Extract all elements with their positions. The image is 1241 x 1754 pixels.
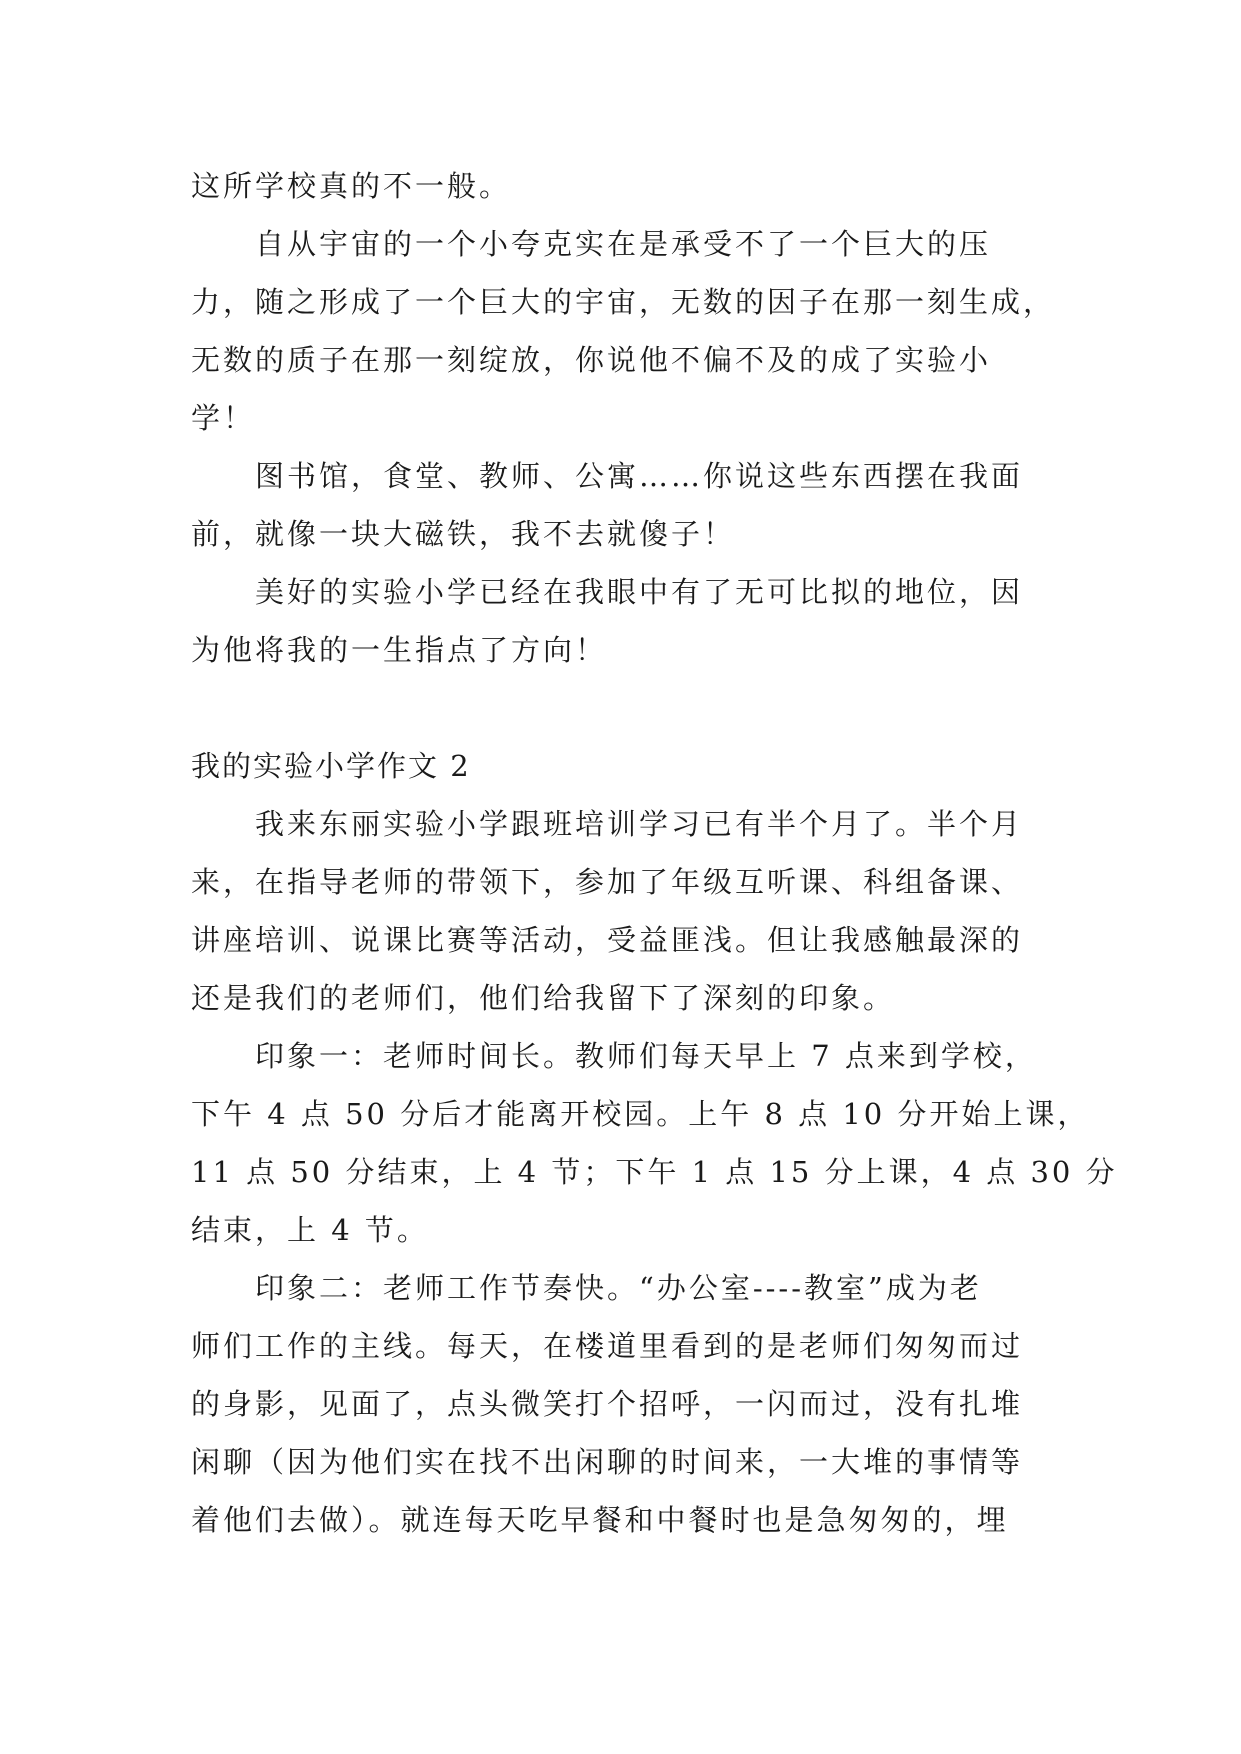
paragraph-first-line: 我来东丽实验小学跟班培训学习已有半个月了。半个月 — [255, 807, 1024, 841]
text-line: 的身影，见面了，点头微笑打个招呼，一闪而过，没有扎堆 — [191, 1387, 1024, 1421]
paragraph-first-line: 美好的实验小学已经在我眼中有了无可比拟的地位，因 — [255, 575, 1024, 609]
paragraph-first-line: 印象二：老师工作节奏快。“办公室----教室”成为老 — [255, 1271, 982, 1305]
text-line: 这所学校真的不一般。 — [191, 169, 512, 203]
text-line: 闲聊（因为他们实在找不出闲聊的时间来，一大堆的事情等 — [191, 1445, 1024, 1479]
text-line: 来，在指导老师的带领下，参加了年级互听课、科组备课、 — [191, 865, 1024, 899]
text-line: 学！ — [191, 401, 256, 435]
paragraph-first-line: 图书馆，食堂、教师、公寓……你说这些东西摆在我面 — [255, 459, 1024, 493]
text-line: 为他将我的一生指点了方向！ — [191, 633, 608, 667]
text-line: 前，就像一块大磁铁，我不去就傻子！ — [191, 517, 736, 551]
text-line: 下午 4 点 50 分后才能离开校园。上午 8 点 10 分开始上课， — [191, 1097, 1090, 1131]
text-line: 11 点 50 分结束，上 4 节；下午 1 点 15 分上课，4 点 30 分 — [191, 1155, 1118, 1189]
paragraph-first-line: 自从宇宙的一个小夸克实在是承受不了一个巨大的压 — [255, 227, 992, 261]
text-line: 讲座培训、说课比赛等活动，受益匪浅。但让我感触最深的 — [191, 923, 1024, 957]
text-line: 结束，上 4 节。 — [191, 1213, 429, 1247]
text-line: 无数的质子在那一刻绽放，你说他不偏不及的成了实验小 — [191, 343, 992, 377]
text-line: 力，随之形成了一个巨大的宇宙，无数的因子在那一刻生成， — [191, 285, 1056, 319]
text-line: 师们工作的主线。每天，在楼道里看到的是老师们匆匆而过 — [191, 1329, 1024, 1363]
text-line: 着他们去做）。就连每天吃早餐和中餐时也是急匆匆的，埋 — [191, 1503, 1009, 1537]
text-line: 还是我们的老师们，他们给我留下了深刻的印象。 — [191, 981, 896, 1015]
paragraph-first-line: 印象一：老师时间长。教师们每天早上 7 点来到学校， — [255, 1039, 1037, 1073]
section-title: 我的实验小学作文 2 — [191, 749, 471, 783]
